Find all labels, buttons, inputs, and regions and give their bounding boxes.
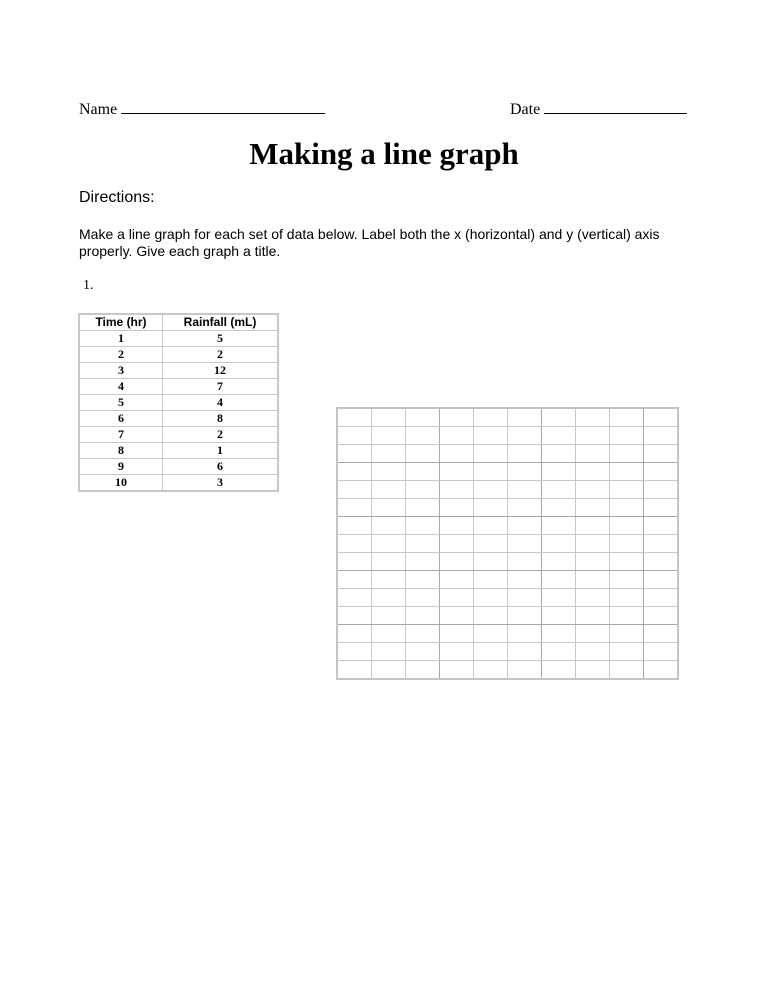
grid-cell[interactable] (372, 481, 406, 499)
grid-cell[interactable] (576, 427, 610, 445)
grid-cell[interactable] (337, 571, 372, 589)
grid-cell[interactable] (508, 571, 542, 589)
grid-cell[interactable] (474, 463, 508, 481)
grid-cell[interactable] (440, 445, 474, 463)
grid-cell[interactable] (542, 427, 576, 445)
grid-cell[interactable] (610, 553, 644, 571)
time-cell: 6 (79, 411, 163, 427)
grid-cell[interactable] (337, 625, 372, 643)
grid-cell[interactable] (372, 408, 406, 427)
grid-cell[interactable] (542, 661, 576, 680)
grid-cell[interactable] (644, 408, 679, 427)
grid-cell[interactable] (474, 445, 508, 463)
grid-row (337, 427, 678, 445)
grid-row (337, 408, 678, 427)
table-row (79, 427, 278, 443)
grid-cell[interactable] (474, 643, 508, 661)
grid-cell[interactable] (474, 571, 508, 589)
grid-cell[interactable] (610, 463, 644, 481)
grid-cell[interactable] (372, 535, 406, 553)
grid-cell[interactable] (508, 408, 542, 427)
grid-cell[interactable] (644, 445, 679, 463)
grid-cell[interactable] (542, 553, 576, 571)
rainfall-cell: 7 (163, 379, 279, 395)
grid-cell[interactable] (610, 607, 644, 625)
grid-cell[interactable] (406, 499, 440, 517)
rainfall-cell: 2 (163, 427, 279, 443)
grid-cell[interactable] (542, 589, 576, 607)
grid-cell[interactable] (406, 625, 440, 643)
page-title: Making a line graph (249, 136, 519, 171)
table-row (79, 363, 278, 379)
grid-cell[interactable] (474, 661, 508, 680)
grid-cell[interactable] (542, 607, 576, 625)
grid-row (337, 571, 678, 589)
grid-cell[interactable] (542, 463, 576, 481)
grid-cell[interactable] (542, 517, 576, 535)
grid-cell[interactable] (508, 589, 542, 607)
table-header-row (79, 314, 278, 331)
grid-cell[interactable] (644, 481, 679, 499)
grid-cell[interactable] (576, 625, 610, 643)
grid-cell[interactable] (372, 499, 406, 517)
grid-cell[interactable] (508, 625, 542, 643)
grid-cell[interactable] (372, 445, 406, 463)
grid-cell[interactable] (508, 481, 542, 499)
table-row (79, 347, 278, 363)
grid-cell[interactable] (406, 463, 440, 481)
grid-cell[interactable] (474, 589, 508, 607)
grid-cell[interactable] (474, 517, 508, 535)
rainfall-cell: 4 (163, 395, 279, 411)
grid-cell[interactable] (372, 625, 406, 643)
directions-heading: Directions: (79, 189, 155, 206)
grid-row (337, 643, 678, 661)
grid-cell[interactable] (508, 643, 542, 661)
grid-cell[interactable] (542, 625, 576, 643)
grid-row (337, 499, 678, 517)
column-header-rainfall: Rainfall (mL) (163, 314, 279, 331)
time-cell: 10 (79, 475, 163, 492)
grid-cell[interactable] (440, 463, 474, 481)
grid-cell[interactable] (610, 499, 644, 517)
grid-cell[interactable] (406, 517, 440, 535)
grid-cell[interactable] (372, 607, 406, 625)
grid-cell[interactable] (474, 607, 508, 625)
grid-cell[interactable] (406, 535, 440, 553)
time-cell: 1 (79, 331, 163, 347)
grid-cell[interactable] (508, 427, 542, 445)
table-row (79, 475, 278, 492)
grid-cell[interactable] (610, 408, 644, 427)
grid-cell[interactable] (508, 499, 542, 517)
grid-cell[interactable] (372, 517, 406, 535)
grid-cell[interactable] (610, 643, 644, 661)
grid-cell[interactable] (406, 445, 440, 463)
grid-cell[interactable] (644, 607, 679, 625)
time-cell: 5 (79, 395, 163, 411)
rainfall-cell: 8 (163, 411, 279, 427)
grid-cell[interactable] (474, 499, 508, 517)
rainfall-cell: 1 (163, 443, 279, 459)
grid-cell[interactable] (644, 589, 679, 607)
grid-cell[interactable] (542, 535, 576, 553)
grid-cell[interactable] (576, 445, 610, 463)
grid-cell[interactable] (440, 643, 474, 661)
table-row (79, 395, 278, 411)
grid-cell[interactable] (610, 589, 644, 607)
grid-cell[interactable] (337, 499, 372, 517)
grid-row (337, 589, 678, 607)
problem-number: 1. (83, 278, 94, 293)
data-table (78, 313, 279, 492)
grid-cell[interactable] (610, 481, 644, 499)
grid-cell[interactable] (542, 643, 576, 661)
grid-cell[interactable] (610, 625, 644, 643)
grid-cell[interactable] (337, 589, 372, 607)
grid-cell[interactable] (406, 553, 440, 571)
grid-cell[interactable] (576, 408, 610, 427)
grid-cell[interactable] (644, 643, 679, 661)
grid-cell[interactable] (337, 535, 372, 553)
grid-cell[interactable] (372, 553, 406, 571)
grid-cell[interactable] (440, 481, 474, 499)
grid-cell[interactable] (644, 499, 679, 517)
grid-cell[interactable] (440, 607, 474, 625)
grid-cell[interactable] (576, 463, 610, 481)
grid-cell[interactable] (610, 661, 644, 680)
grid-cell[interactable] (337, 661, 372, 680)
grid-cell[interactable] (508, 517, 542, 535)
grid-cell[interactable] (440, 499, 474, 517)
grid-cell[interactable] (610, 571, 644, 589)
grid-cell[interactable] (337, 607, 372, 625)
grid-cell[interactable] (440, 661, 474, 680)
grid-cell[interactable] (610, 445, 644, 463)
grid-row (337, 553, 678, 571)
grid-cell[interactable] (508, 553, 542, 571)
grid-cell[interactable] (542, 499, 576, 517)
grid-cell[interactable] (474, 625, 508, 643)
grid-cell[interactable] (508, 445, 542, 463)
grid-cell[interactable] (372, 661, 406, 680)
grid-row (337, 463, 678, 481)
grid-cell[interactable] (644, 553, 679, 571)
rainfall-cell: 5 (163, 331, 279, 347)
grid-cell[interactable] (337, 553, 372, 571)
grid-cell[interactable] (474, 481, 508, 499)
instructions-text: Make a line graph for each set of data below. Label both the x (horizontal) and y (vertical) axis properly. Give each graph a title. (79, 226, 660, 259)
grid-cell[interactable] (576, 553, 610, 571)
grid-cell[interactable] (542, 408, 576, 427)
grid-cell[interactable] (576, 661, 610, 680)
grid-row (337, 445, 678, 463)
grid-cell[interactable] (406, 607, 440, 625)
grid-cell[interactable] (440, 408, 474, 427)
date-blank-line[interactable] (544, 99, 687, 114)
time-cell: 9 (79, 459, 163, 475)
time-cell: 3 (79, 363, 163, 379)
grid-cell[interactable] (474, 553, 508, 571)
grid-cell[interactable] (576, 517, 610, 535)
grid-cell[interactable] (508, 535, 542, 553)
grid-cell[interactable] (644, 625, 679, 643)
grid-cell[interactable] (542, 571, 576, 589)
grid-cell[interactable] (406, 589, 440, 607)
grid-cell[interactable] (337, 517, 372, 535)
time-cell: 8 (79, 443, 163, 459)
graph-grid[interactable] (336, 407, 679, 680)
grid-cell[interactable] (610, 535, 644, 553)
name-blank-line[interactable] (121, 99, 325, 114)
grid-cell[interactable] (440, 517, 474, 535)
grid-cell[interactable] (406, 661, 440, 680)
grid-cell[interactable] (372, 589, 406, 607)
time-cell: 7 (79, 427, 163, 443)
grid-cell[interactable] (406, 643, 440, 661)
grid-cell[interactable] (542, 481, 576, 499)
grid-row (337, 517, 678, 535)
grid-cell[interactable] (337, 643, 372, 661)
grid-cell[interactable] (440, 625, 474, 643)
grid-row (337, 535, 678, 553)
grid-row (337, 481, 678, 499)
grid-row (337, 607, 678, 625)
grid-cell[interactable] (337, 427, 372, 445)
grid-cell[interactable] (440, 535, 474, 553)
grid-cell[interactable] (440, 553, 474, 571)
grid-cell[interactable] (406, 408, 440, 427)
column-header-time: Time (hr) (79, 314, 163, 331)
grid-cell[interactable] (576, 607, 610, 625)
time-cell: 2 (79, 347, 163, 363)
grid-cell[interactable] (372, 463, 406, 481)
date-field[interactable] (510, 99, 687, 119)
grid-cell[interactable] (508, 661, 542, 680)
grid-cell[interactable] (508, 463, 542, 481)
grid-cell[interactable] (372, 427, 406, 445)
grid-cell[interactable] (406, 427, 440, 445)
table-row (79, 459, 278, 475)
grid-cell[interactable] (406, 481, 440, 499)
grid-cell[interactable] (440, 589, 474, 607)
grid-cell[interactable] (542, 445, 576, 463)
grid-cell[interactable] (337, 445, 372, 463)
grid-cell[interactable] (474, 535, 508, 553)
grid-cell[interactable] (372, 643, 406, 661)
table-row (79, 411, 278, 427)
grid-cell[interactable] (440, 427, 474, 445)
date-label: Date (510, 101, 541, 118)
time-cell: 4 (79, 379, 163, 395)
grid-cell[interactable] (576, 643, 610, 661)
grid-cell[interactable] (610, 427, 644, 445)
grid-cell[interactable] (576, 481, 610, 499)
grid-cell[interactable] (610, 517, 644, 535)
grid-cell[interactable] (508, 607, 542, 625)
grid-cell[interactable] (644, 535, 679, 553)
rainfall-cell: 2 (163, 347, 279, 363)
name-label: Name (79, 101, 118, 118)
table-row (79, 331, 278, 347)
grid-cell[interactable] (576, 535, 610, 553)
table-row (79, 443, 278, 459)
grid-cell[interactable] (644, 661, 679, 680)
grid-cell[interactable] (337, 463, 372, 481)
rainfall-cell: 12 (163, 363, 279, 379)
grid-row (337, 661, 678, 680)
grid-cell[interactable] (474, 408, 508, 427)
grid-cell[interactable] (644, 427, 679, 445)
grid-cell[interactable] (644, 463, 679, 481)
grid-cell[interactable] (372, 571, 406, 589)
grid-cell[interactable] (576, 499, 610, 517)
grid-cell[interactable] (337, 481, 372, 499)
grid-cell[interactable] (644, 517, 679, 535)
grid-cell[interactable] (337, 408, 372, 427)
grid-cell[interactable] (644, 571, 679, 589)
grid-row (337, 625, 678, 643)
grid-cell[interactable] (440, 571, 474, 589)
grid-cell[interactable] (474, 427, 508, 445)
table-row (79, 379, 278, 395)
grid-cell[interactable] (576, 571, 610, 589)
grid-cell[interactable] (576, 589, 610, 607)
name-field[interactable] (79, 99, 325, 119)
rainfall-cell: 3 (163, 475, 279, 492)
grid-cell[interactable] (406, 571, 440, 589)
rainfall-cell: 6 (163, 459, 279, 475)
